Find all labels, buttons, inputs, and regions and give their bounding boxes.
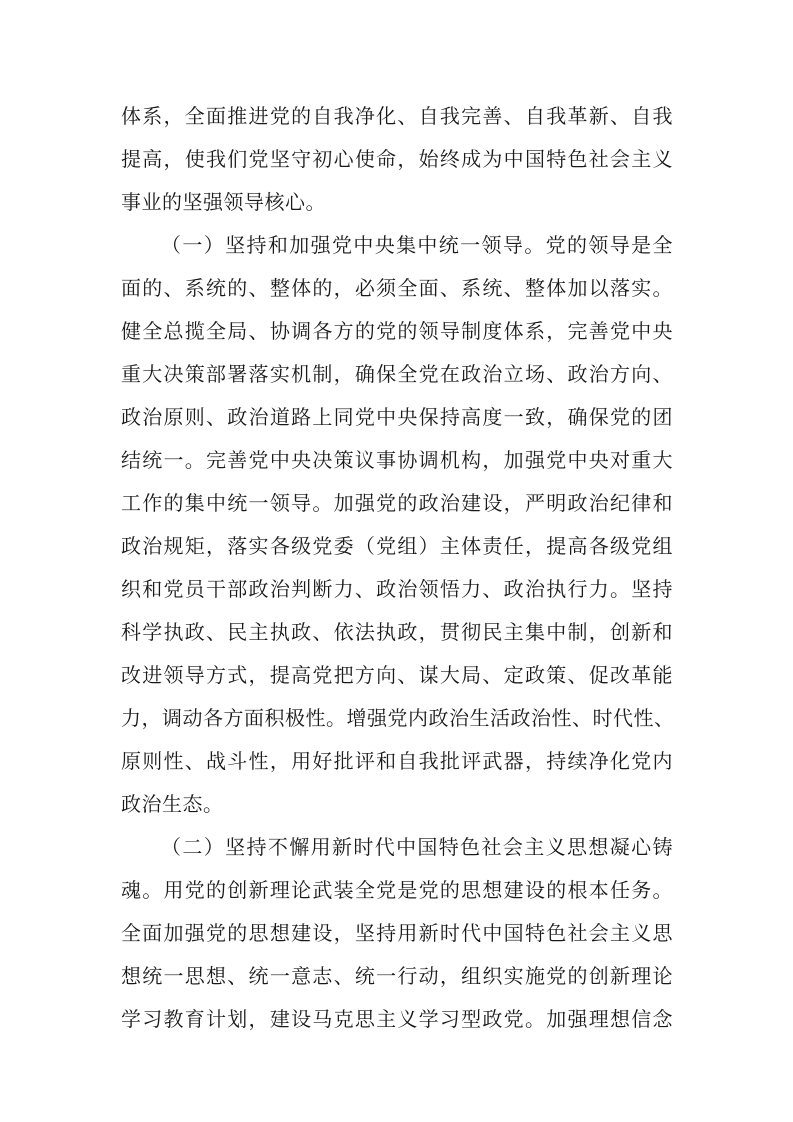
body-text-line: 想统一思想、统一意志、统一行动，组织实施党的创新理论 <box>121 964 673 988</box>
body-text-line: 事业的坚强领导核心。 <box>121 190 326 214</box>
body-text-line: 政治原则、政治道路上同党中央保持高度一致，确保党的团 <box>121 405 673 429</box>
section-heading-line: （一）坚持和加强党中央集中统一领导。党的领导是全 <box>161 233 673 257</box>
body-text-line: 科学执政、民主执政、依法执政，贯彻民主集中制，创新和 <box>121 620 673 644</box>
body-text-line: 工作的集中统一领导。加强党的政治建设，严明政治纪律和 <box>121 491 673 515</box>
body-text-line: 改进领导方式，提高党把方向、谋大局、定政策、促改革能 <box>121 663 673 687</box>
body-text-line: 魂。用党的创新理论武装全党是党的思想建设的根本任务。 <box>121 878 673 902</box>
body-text-line: 体系，全面推进党的自我净化、自我完善、自我革新、自我 <box>121 104 673 128</box>
section-heading-line: （二）坚持不懈用新时代中国特色社会主义思想凝心铸 <box>161 835 673 859</box>
body-text-line: 原则性、战斗性，用好批评和自我批评武器，持续净化党内 <box>121 749 673 773</box>
body-text-line: 织和党员干部政治判断力、政治领悟力、政治执行力。坚持 <box>121 577 673 601</box>
body-text-line: 健全总揽全局、协调各方的党的领导制度体系，完善党中央 <box>121 319 673 343</box>
body-text-line: 提高，使我们党坚守初心使命，始终成为中国特色社会主义 <box>121 147 673 171</box>
body-text-line: 面的、系统的、整体的，必须全面、系统、整体加以落实。 <box>121 276 673 300</box>
body-text-line: 力，调动各方面积极性。增强党内政治生活政治性、时代性、 <box>121 706 675 730</box>
body-text-line: 结统一。完善党中央决策议事协调机构，加强党中央对重大 <box>121 448 673 472</box>
body-text-line: 学习教育计划，建设马克思主义学习型政党。加强理想信念 <box>121 1007 673 1031</box>
body-text-line: 政治规矩，落实各级党委（党组）主体责任，提高各级党组 <box>121 534 673 558</box>
body-text-line: 全面加强党的思想建设，坚持用新时代中国特色社会主义思 <box>121 921 673 945</box>
body-text-line: 政治生态。 <box>121 792 224 816</box>
body-text-line: 重大决策部署落实机制，确保全党在政治立场、政治方向、 <box>121 362 673 386</box>
